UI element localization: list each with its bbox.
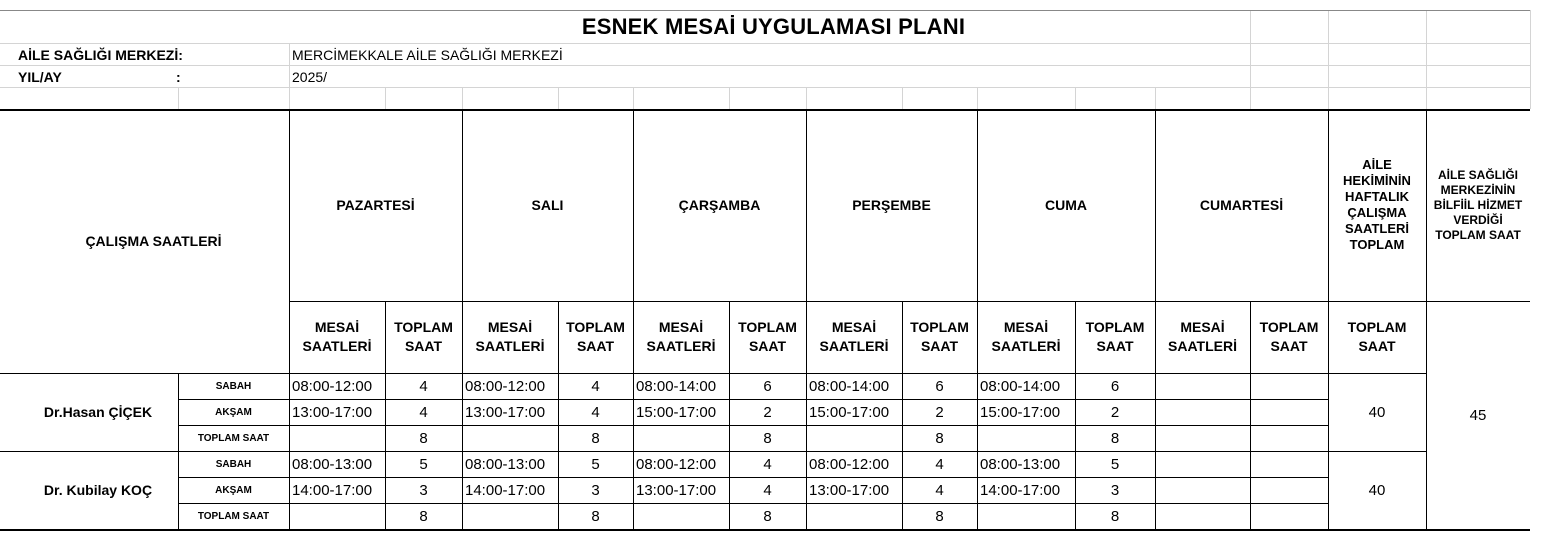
- page-title: ESNEK MESAİ UYGULAMASI PLANI: [581, 14, 966, 39]
- shift-hours-cell: 14:00-17:00: [465, 481, 546, 499]
- doctor-name: Dr.Hasan ÇİÇEK: [43, 404, 153, 420]
- sub-header-total: TOPLAM SAAT: [738, 319, 797, 354]
- shift-total-cell: 8: [1110, 507, 1120, 525]
- shift-hours-cell: 15:00-17:00: [636, 403, 717, 421]
- shift-total-cell: 8: [763, 507, 772, 525]
- shift-total-cell: 6: [763, 377, 772, 395]
- shift-hours-cell: [462, 425, 558, 451]
- center-total-value: 45: [1469, 406, 1487, 424]
- shift-hours-cell: 13:00-17:00: [809, 481, 890, 499]
- shift-hours-cell: [806, 425, 902, 451]
- shift-total-cell: 4: [763, 455, 772, 473]
- shift-total-cell: 3: [591, 481, 600, 499]
- day-header: PERŞEMBE: [852, 197, 931, 213]
- shift-total-cell: 4: [419, 403, 428, 421]
- shift-total-cell: 5: [419, 455, 428, 473]
- shift-total-cell: [1250, 451, 1328, 477]
- sub-header-hours: MESAİ SAATLERİ: [646, 319, 716, 354]
- shift-hours-cell: 08:00-12:00: [292, 377, 373, 395]
- day-header: ÇARŞAMBA: [678, 197, 761, 213]
- shift-hours-cell: [1155, 425, 1250, 451]
- shift-total-cell: 8: [1110, 429, 1120, 447]
- shift-total-cell: [1250, 399, 1328, 425]
- shift-hours-cell: [1155, 503, 1250, 529]
- shift-total-cell: 4: [763, 481, 772, 499]
- shift-total-cell: 4: [591, 403, 600, 421]
- shift-hours-cell: 08:00-14:00: [980, 377, 1061, 395]
- shift-total-cell: 8: [419, 507, 428, 525]
- day-header: SALI: [531, 197, 564, 213]
- shift-total-cell: 3: [419, 481, 428, 499]
- row-label: TOPLAM SAAT: [197, 510, 270, 522]
- table-bottom-border: [0, 529, 1530, 531]
- weekly-total-header: AİLE HEKİMİNİN HAFTALIK ÇALIŞMA SAATLERİ TOPLAM: [1343, 157, 1411, 252]
- center-label: AİLE SAĞLIĞI MERKEZİ:: [18, 46, 183, 63]
- shift-total-cell: 4: [935, 455, 944, 473]
- shift-total-cell: 8: [419, 429, 428, 447]
- shift-hours-cell: 08:00-14:00: [809, 377, 890, 395]
- weekly-total-value: 40: [1368, 481, 1386, 499]
- shift-total-cell: 2: [935, 403, 944, 421]
- shift-hours-cell: 15:00-17:00: [980, 403, 1061, 421]
- shift-total-cell: [1250, 373, 1328, 399]
- sub-header-total: TOPLAM SAAT: [1085, 319, 1145, 354]
- shift-hours-cell: 14:00-17:00: [292, 481, 373, 499]
- shift-total-cell: 6: [1110, 377, 1120, 395]
- shift-hours-cell: [977, 425, 1075, 451]
- sub-header-hours: MESAİ SAATLERİ: [819, 319, 889, 354]
- shift-hours-cell: 08:00-12:00: [465, 377, 546, 395]
- sub-header-total: TOPLAM SAAT: [394, 319, 453, 354]
- sub-header-total: TOPLAM SAAT: [1259, 319, 1319, 354]
- shift-hours-cell: [977, 503, 1075, 529]
- shift-hours-cell: 15:00-17:00: [809, 403, 890, 421]
- shift-total-cell: 3: [1110, 481, 1120, 499]
- shift-total-cell: 5: [591, 455, 600, 473]
- shift-hours-cell: [1155, 451, 1250, 477]
- shift-hours-cell: 13:00-17:00: [292, 403, 373, 421]
- sub-header-total: TOPLAM SAAT: [910, 319, 969, 354]
- center-total-header: AİLE SAĞLIĞI MERKEZİNİN BİLFİİL HİZMET VERDİĞİ TOPLAM SAAT: [1433, 167, 1523, 242]
- shift-total-cell: [1250, 503, 1328, 529]
- shift-total-cell: 8: [935, 507, 944, 525]
- shift-hours-cell: [633, 425, 729, 451]
- shift-hours-cell: 13:00-17:00: [636, 481, 717, 499]
- shift-hours-cell: 14:00-17:00: [980, 481, 1061, 499]
- shift-hours-cell: [1155, 477, 1250, 503]
- shift-total-cell: 2: [1110, 403, 1120, 421]
- shift-total-cell: 8: [935, 429, 944, 447]
- sub-header-hours: MESAİ SAATLERİ: [475, 319, 545, 354]
- shift-total-cell: 4: [419, 377, 428, 395]
- shift-total-cell: 8: [591, 429, 600, 447]
- shift-hours-cell: 08:00-12:00: [636, 455, 717, 473]
- day-header: CUMARTESİ: [1199, 197, 1284, 213]
- shift-total-cell: 8: [763, 429, 772, 447]
- weekly-total-value: 40: [1368, 403, 1386, 421]
- shift-total-cell: [1250, 477, 1328, 503]
- sub-header-hours: MESAİ SAATLERİ: [302, 319, 372, 354]
- shift-total-cell: 6: [935, 377, 944, 395]
- period-colon: :: [176, 68, 181, 85]
- sub-header-hours: MESAİ SAATLERİ: [1168, 319, 1237, 354]
- shift-hours-cell: 13:00-17:00: [465, 403, 546, 421]
- shift-hours-cell: [289, 503, 385, 529]
- hours-title-header: ÇALIŞMA SAATLERİ: [85, 233, 222, 249]
- period-label: YIL/AY: [18, 68, 62, 85]
- shift-hours-cell: [1155, 373, 1250, 399]
- day-header: CUMA: [1045, 197, 1087, 213]
- shift-total-cell: 8: [591, 507, 600, 525]
- sub-header-total: TOPLAM SAAT: [566, 319, 625, 354]
- shift-total-cell: [1250, 425, 1328, 451]
- shift-hours-cell: 08:00-12:00: [809, 455, 890, 473]
- row-label: SABAH: [215, 458, 252, 470]
- shift-total-cell: 4: [591, 377, 600, 395]
- row-label: SABAH: [215, 380, 252, 392]
- shift-hours-cell: [633, 503, 729, 529]
- shift-total-cell: 4: [935, 481, 944, 499]
- shift-hours-cell: [806, 503, 902, 529]
- shift-total-cell: 2: [763, 403, 772, 421]
- row-label: TOPLAM SAAT: [197, 432, 270, 444]
- row-label: AKŞAM: [215, 484, 252, 496]
- shift-hours-cell: 08:00-13:00: [292, 455, 373, 473]
- shift-hours-cell: [462, 503, 558, 529]
- shift-hours-cell: [1155, 399, 1250, 425]
- shift-hours-cell: 08:00-13:00: [980, 455, 1061, 473]
- shift-total-cell: 5: [1110, 455, 1120, 473]
- sub-header-hours: MESAİ SAATLERİ: [991, 319, 1061, 354]
- doctor-name: Dr. Kubilay KOÇ: [43, 482, 153, 498]
- shift-hours-cell: 08:00-14:00: [636, 377, 717, 395]
- center-value: MERCİMEKKALE AİLE SAĞLIĞI MERKEZİ: [292, 46, 563, 63]
- weekly-total-subheader: TOPLAM SAAT: [1347, 319, 1407, 354]
- day-header: PAZARTESİ: [336, 197, 415, 213]
- period-value: 2025/: [292, 68, 328, 85]
- shift-hours-cell: 08:00-13:00: [465, 455, 546, 473]
- shift-hours-cell: [289, 425, 385, 451]
- row-label: AKŞAM: [215, 406, 252, 418]
